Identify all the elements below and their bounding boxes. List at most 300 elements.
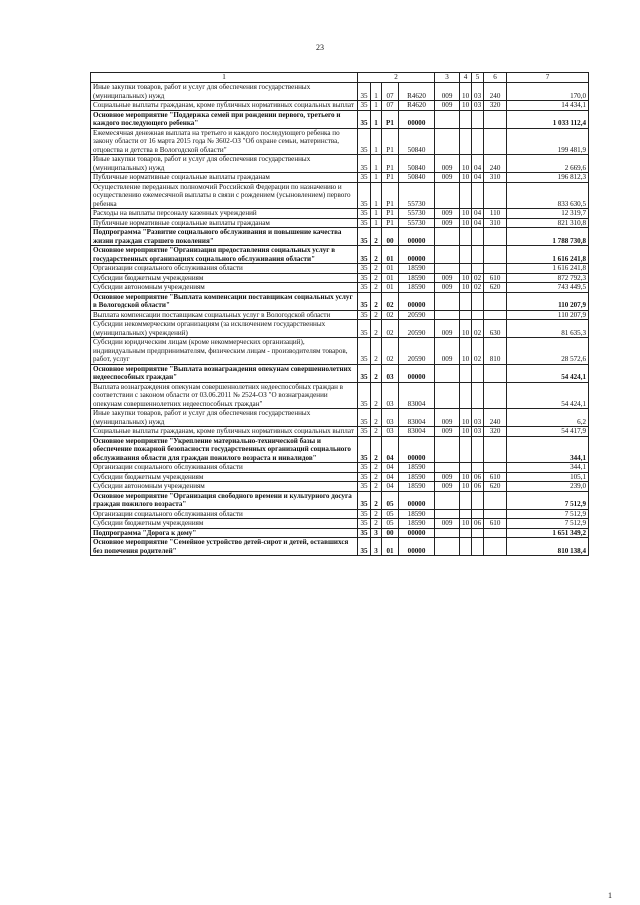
code-direction-cell: 00000: [399, 110, 435, 128]
subsection-cell: 03: [472, 409, 484, 427]
section-cell: 10: [460, 273, 472, 283]
amount-cell: 54 424,1: [507, 364, 589, 382]
amount-cell: 196 812,3: [507, 173, 589, 183]
code-program-cell: 35: [358, 409, 371, 427]
name-cell: Социальные выплаты гражданам, кроме публичных нормативных социальных выплат: [91, 427, 358, 437]
amount-cell: 6,2: [507, 409, 589, 427]
table-row: [91, 320, 589, 338]
code-subprogram-cell: 2: [371, 264, 382, 274]
section-cell: 10: [460, 409, 472, 427]
name-cell: Основное мероприятие "Выплата компенсации поставщикам социальных услуг в Вологодской области": [91, 292, 358, 310]
table-row: [91, 409, 589, 427]
code-direction-cell: 55730: [399, 209, 435, 219]
amount-cell: 1 788 730,8: [507, 228, 589, 246]
section-cell: 10: [460, 283, 472, 293]
department-cell: 009: [435, 427, 460, 437]
amount-cell: 7 512,9: [507, 491, 589, 509]
subsection-cell: 03: [472, 83, 484, 101]
subsection-cell: 02: [472, 273, 484, 283]
code-direction-cell: 55730: [399, 182, 435, 209]
code-direction-cell: 00000: [399, 364, 435, 382]
subsection-cell: [472, 382, 484, 409]
code-program-cell: 35: [358, 273, 371, 283]
code-subprogram-cell: 2: [371, 338, 382, 365]
table-row: [91, 155, 589, 173]
code-direction-cell: 20590: [399, 310, 435, 320]
code-subprogram-cell: 2: [371, 283, 382, 293]
code-event-cell: 05: [382, 509, 399, 519]
expense-type-cell: [484, 310, 507, 320]
code-subprogram-cell: 2: [371, 246, 382, 264]
section-cell: 10: [460, 320, 472, 338]
code-event-cell: P1: [382, 173, 399, 183]
header-cell: 6: [484, 73, 507, 83]
code-program-cell: 35: [358, 228, 371, 246]
subsection-cell: [472, 538, 484, 556]
code-event-cell: 01: [382, 538, 399, 556]
amount-cell: 872 792,3: [507, 273, 589, 283]
code-program-cell: 35: [358, 509, 371, 519]
amount-cell: 821 310,8: [507, 218, 589, 228]
code-direction-cell: 83004: [399, 409, 435, 427]
department-cell: [435, 128, 460, 155]
code-event-cell: 01: [382, 246, 399, 264]
department-cell: 009: [435, 209, 460, 219]
subsection-cell: 06: [472, 482, 484, 492]
code-direction-cell: R4620: [399, 101, 435, 111]
code-direction-cell: 00000: [399, 528, 435, 538]
department-cell: 009: [435, 472, 460, 482]
section-cell: 10: [460, 482, 472, 492]
code-direction-cell: 00000: [399, 246, 435, 264]
code-subprogram-cell: 2: [371, 320, 382, 338]
expense-type-cell: 620: [484, 283, 507, 293]
table-row: [91, 209, 589, 219]
department-cell: [435, 246, 460, 264]
code-event-cell: 03: [382, 382, 399, 409]
name-cell: Субсидии бюджетным учреждениям: [91, 273, 358, 283]
expense-type-cell: [484, 182, 507, 209]
name-cell: Иные закупки товаров, работ и услуг для обеспечения государственных (муниципальных) нужд: [91, 409, 358, 427]
amount-cell: 28 572,6: [507, 338, 589, 365]
code-direction-cell: 20590: [399, 338, 435, 365]
code-program-cell: 35: [358, 482, 371, 492]
code-subprogram-cell: 1: [371, 83, 382, 101]
table-row: [91, 83, 589, 101]
table-row: [91, 472, 589, 482]
amount-cell: 344,1: [507, 463, 589, 473]
subsection-cell: [472, 292, 484, 310]
amount-cell: 105,1: [507, 472, 589, 482]
amount-cell: 170,0: [507, 83, 589, 101]
code-event-cell: 04: [382, 482, 399, 492]
code-direction-cell: 18590: [399, 509, 435, 519]
code-direction-cell: 50840: [399, 128, 435, 155]
section-cell: 10: [460, 83, 472, 101]
code-program-cell: 35: [358, 218, 371, 228]
section-cell: [460, 509, 472, 519]
department-cell: 009: [435, 409, 460, 427]
expense-type-cell: 240: [484, 83, 507, 101]
code-program-cell: 35: [358, 528, 371, 538]
budget-table: [90, 72, 589, 556]
table-row: [91, 436, 589, 463]
code-subprogram-cell: 2: [371, 382, 382, 409]
amount-cell: 110 207,9: [507, 310, 589, 320]
amount-cell: 1 616 241,8: [507, 246, 589, 264]
department-cell: 009: [435, 273, 460, 283]
code-subprogram-cell: 1: [371, 218, 382, 228]
expense-type-cell: 610: [484, 472, 507, 482]
name-cell: Организации социального обслуживания области: [91, 463, 358, 473]
code-direction-cell: 20590: [399, 320, 435, 338]
code-event-cell: P1: [382, 155, 399, 173]
table-row: [91, 283, 589, 293]
code-direction-cell: 55730: [399, 218, 435, 228]
department-cell: 009: [435, 101, 460, 111]
code-event-cell: 03: [382, 409, 399, 427]
name-cell: Расходы на выплаты персоналу казенных учреждений: [91, 209, 358, 219]
code-direction-cell: 00000: [399, 538, 435, 556]
code-event-cell: 05: [382, 491, 399, 509]
page-number: 23: [316, 43, 324, 52]
header-cell: 4: [460, 73, 472, 83]
expense-type-cell: 610: [484, 273, 507, 283]
header-cell: 7: [507, 73, 589, 83]
expense-type-cell: [484, 264, 507, 274]
table-row: [91, 264, 589, 274]
department-cell: 009: [435, 338, 460, 365]
header-cell: 5: [472, 73, 484, 83]
code-program-cell: 35: [358, 173, 371, 183]
name-cell: Организации социального обслуживания области: [91, 509, 358, 519]
code-event-cell: 02: [382, 320, 399, 338]
department-cell: [435, 436, 460, 463]
code-direction-cell: 18590: [399, 519, 435, 529]
code-program-cell: 35: [358, 128, 371, 155]
section-cell: [460, 364, 472, 382]
table-row: [91, 173, 589, 183]
code-program-cell: 35: [358, 264, 371, 274]
name-cell: Ежемесячная денежная выплата на третьего и каждого последующего ребенка по закону области от 16 марта 2015 года № 3602-ОЗ "Об охране семьи, материнства, отцовства и детства в Вологодской области": [91, 128, 358, 155]
amount-cell: 2 669,6: [507, 155, 589, 173]
subsection-cell: 06: [472, 472, 484, 482]
name-cell: Подпрограмма "Развитие социального обслуживания и повышение качества жизни граждан старшего поколения": [91, 228, 358, 246]
subsection-cell: 02: [472, 283, 484, 293]
section-cell: 10: [460, 427, 472, 437]
expense-type-cell: 810: [484, 338, 507, 365]
code-event-cell: 00: [382, 228, 399, 246]
section-cell: 10: [460, 472, 472, 482]
code-event-cell: P1: [382, 209, 399, 219]
subsection-cell: [472, 364, 484, 382]
table-row: [91, 292, 589, 310]
code-event-cell: 02: [382, 292, 399, 310]
code-direction-cell: 83004: [399, 382, 435, 409]
section-cell: [460, 182, 472, 209]
subsection-cell: 02: [472, 338, 484, 365]
code-subprogram-cell: 1: [371, 182, 382, 209]
amount-cell: 199 481,9: [507, 128, 589, 155]
table-row: [91, 427, 589, 437]
code-subprogram-cell: 2: [371, 519, 382, 529]
amount-cell: 344,1: [507, 436, 589, 463]
code-event-cell: 07: [382, 101, 399, 111]
code-program-cell: 35: [358, 320, 371, 338]
name-cell: Социальные выплаты гражданам, кроме публичных нормативных социальных выплат: [91, 101, 358, 111]
code-event-cell: 03: [382, 364, 399, 382]
code-program-cell: 35: [358, 436, 371, 463]
code-subprogram-cell: 1: [371, 110, 382, 128]
expense-type-cell: [484, 228, 507, 246]
name-cell: Основное мероприятие "Организация свободного времени и культурного досуга граждан пожилого возраста": [91, 491, 358, 509]
code-program-cell: 35: [358, 292, 371, 310]
department-cell: [435, 491, 460, 509]
code-subprogram-cell: 2: [371, 436, 382, 463]
code-event-cell: 02: [382, 338, 399, 365]
table-row: [91, 273, 589, 283]
department-cell: [435, 463, 460, 473]
code-program-cell: 35: [358, 491, 371, 509]
expense-type-cell: 310: [484, 218, 507, 228]
code-program-cell: 35: [358, 101, 371, 111]
code-program-cell: 35: [358, 427, 371, 437]
amount-cell: 1 651 349,2: [507, 528, 589, 538]
code-direction-cell: 00000: [399, 491, 435, 509]
name-cell: Подпрограмма "Дорога к дому": [91, 528, 358, 538]
amount-cell: 239,0: [507, 482, 589, 492]
code-subprogram-cell: 2: [371, 509, 382, 519]
code-subprogram-cell: 2: [371, 364, 382, 382]
section-cell: 10: [460, 173, 472, 183]
table-row: [91, 538, 589, 556]
code-subprogram-cell: 3: [371, 538, 382, 556]
department-cell: [435, 292, 460, 310]
amount-cell: 1 033 112,4: [507, 110, 589, 128]
header-cell: 3: [435, 73, 460, 83]
name-cell: Иные закупки товаров, работ и услуг для обеспечения государственных (муниципальных) нужд: [91, 155, 358, 173]
section-cell: [460, 382, 472, 409]
name-cell: Субсидии бюджетным учреждениям: [91, 472, 358, 482]
code-direction-cell: 50840: [399, 155, 435, 173]
code-event-cell: 04: [382, 463, 399, 473]
expense-type-cell: 310: [484, 173, 507, 183]
expense-type-cell: [484, 292, 507, 310]
subsection-cell: 03: [472, 101, 484, 111]
table-row: [91, 246, 589, 264]
expense-type-cell: [484, 491, 507, 509]
name-cell: Выплата компенсации поставщикам социальных услуг в Вологодской области: [91, 310, 358, 320]
code-event-cell: 01: [382, 283, 399, 293]
header-cell: 1: [91, 73, 358, 83]
code-program-cell: 35: [358, 283, 371, 293]
section-cell: [460, 491, 472, 509]
subsection-cell: [472, 128, 484, 155]
code-direction-cell: 18590: [399, 264, 435, 274]
subsection-cell: [472, 491, 484, 509]
code-event-cell: 03: [382, 427, 399, 437]
subsection-cell: 04: [472, 155, 484, 173]
name-cell: Осуществление переданных полномочий Российской Федерации по назначению и осуществлению ежемесячной выплаты в связи с рождением (усыновлением) первого ребенка: [91, 182, 358, 209]
amount-cell: 833 630,5: [507, 182, 589, 209]
expense-type-cell: 630: [484, 320, 507, 338]
code-program-cell: 35: [358, 83, 371, 101]
code-event-cell: 01: [382, 264, 399, 274]
code-subprogram-cell: 2: [371, 310, 382, 320]
name-cell: Субсидии юридическим лицам (кроме некоммерческих организаций), индивидуальным предпринимателям, физическим лицам - производителям товаров, работ, услуг: [91, 338, 358, 365]
code-subprogram-cell: 2: [371, 463, 382, 473]
code-program-cell: 35: [358, 519, 371, 529]
table-row: [91, 382, 589, 409]
department-cell: [435, 528, 460, 538]
amount-cell: 810 138,4: [507, 538, 589, 556]
code-direction-cell: 18590: [399, 482, 435, 492]
subsection-cell: [472, 509, 484, 519]
subsection-cell: 06: [472, 519, 484, 529]
subsection-cell: [472, 310, 484, 320]
expense-type-cell: 240: [484, 409, 507, 427]
expense-type-cell: [484, 246, 507, 264]
table-row: [91, 218, 589, 228]
table-row: [91, 101, 589, 111]
section-cell: [460, 128, 472, 155]
code-event-cell: 01: [382, 273, 399, 283]
code-subprogram-cell: 2: [371, 472, 382, 482]
expense-type-cell: [484, 528, 507, 538]
name-cell: Субсидии автономным учреждениям: [91, 283, 358, 293]
amount-cell: 110 207,9: [507, 292, 589, 310]
code-program-cell: 35: [358, 310, 371, 320]
name-cell: Основное мероприятие "Поддержка семей при рождении первого, третьего и каждого последующего ребенка": [91, 110, 358, 128]
code-program-cell: 35: [358, 472, 371, 482]
code-program-cell: 35: [358, 246, 371, 264]
code-program-cell: 35: [358, 538, 371, 556]
code-direction-cell: 00000: [399, 436, 435, 463]
table-row: [91, 482, 589, 492]
code-program-cell: 35: [358, 463, 371, 473]
table-row: [91, 519, 589, 529]
code-event-cell: P1: [382, 128, 399, 155]
department-cell: [435, 538, 460, 556]
amount-cell: 7 512,9: [507, 519, 589, 529]
name-cell: Основное мероприятие "Укрепление материально-технической базы и обеспечение пожарной безопасности государственных организаций социального обслуживания области для граждан пожилого возраста и инвалидов": [91, 436, 358, 463]
expense-type-cell: [484, 509, 507, 519]
table-row: [91, 182, 589, 209]
code-subprogram-cell: 1: [371, 101, 382, 111]
department-cell: [435, 382, 460, 409]
section-cell: 10: [460, 218, 472, 228]
amount-cell: 54 417,9: [507, 427, 589, 437]
code-event-cell: 04: [382, 472, 399, 482]
code-program-cell: 35: [358, 364, 371, 382]
subsection-cell: [472, 110, 484, 128]
code-subprogram-cell: 2: [371, 491, 382, 509]
code-event-cell: 05: [382, 519, 399, 529]
code-subprogram-cell: 2: [371, 292, 382, 310]
amount-cell: 7 512,9: [507, 509, 589, 519]
code-subprogram-cell: 2: [371, 427, 382, 437]
section-cell: [460, 292, 472, 310]
subsection-cell: 04: [472, 209, 484, 219]
section-cell: [460, 310, 472, 320]
code-event-cell: 00: [382, 528, 399, 538]
code-event-cell: 04: [382, 436, 399, 463]
subsection-cell: [472, 528, 484, 538]
department-cell: [435, 509, 460, 519]
subsection-cell: 04: [472, 173, 484, 183]
code-event-cell: 02: [382, 310, 399, 320]
expense-type-cell: [484, 364, 507, 382]
department-cell: [435, 182, 460, 209]
code-program-cell: 35: [358, 382, 371, 409]
expense-type-cell: [484, 382, 507, 409]
code-program-cell: 35: [358, 209, 371, 219]
code-event-cell: 07: [382, 83, 399, 101]
code-event-cell: P1: [382, 218, 399, 228]
department-cell: 009: [435, 83, 460, 101]
expense-type-cell: 320: [484, 101, 507, 111]
code-direction-cell: R4620: [399, 83, 435, 101]
name-cell: Выплата вознаграждения опекунам совершеннолетних недееспособных граждан в соответствии с законом области от 03.06.2011 № 2524-ОЗ "О вознаграждении опекунам совершеннолетних недееспособных граждан": [91, 382, 358, 409]
code-direction-cell: 18590: [399, 283, 435, 293]
amount-cell: 14 434,1: [507, 101, 589, 111]
section-cell: [460, 463, 472, 473]
expense-type-cell: 320: [484, 427, 507, 437]
section-cell: 10: [460, 101, 472, 111]
amount-cell: 54 424,1: [507, 382, 589, 409]
header-cell: 2: [358, 73, 435, 83]
department-cell: 009: [435, 283, 460, 293]
code-direction-cell: 18590: [399, 273, 435, 283]
department-cell: 009: [435, 482, 460, 492]
table-row: [91, 228, 589, 246]
code-program-cell: 35: [358, 182, 371, 209]
section-cell: [460, 538, 472, 556]
subsection-cell: [472, 264, 484, 274]
department-cell: 009: [435, 173, 460, 183]
name-cell: Организации социального обслуживания области: [91, 264, 358, 274]
code-program-cell: 35: [358, 338, 371, 365]
expense-type-cell: [484, 110, 507, 128]
code-program-cell: 35: [358, 110, 371, 128]
name-cell: Субсидии некоммерческим организациям (за исключением государственных (муниципальных) учреждений): [91, 320, 358, 338]
department-cell: [435, 110, 460, 128]
code-program-cell: 35: [358, 155, 371, 173]
table-row: [91, 310, 589, 320]
department-cell: 009: [435, 155, 460, 173]
department-cell: [435, 310, 460, 320]
section-cell: [460, 436, 472, 463]
code-subprogram-cell: 2: [371, 482, 382, 492]
table-row: [91, 491, 589, 509]
table-row: [91, 463, 589, 473]
subsection-cell: 04: [472, 218, 484, 228]
amount-cell: 81 635,3: [507, 320, 589, 338]
amount-cell: 12 319,7: [507, 209, 589, 219]
expense-type-cell: 240: [484, 155, 507, 173]
subsection-cell: [472, 463, 484, 473]
section-cell: 10: [460, 209, 472, 219]
name-cell: Субсидии бюджетным учреждениям: [91, 519, 358, 529]
footer-mark: 1: [608, 891, 612, 900]
code-subprogram-cell: 3: [371, 528, 382, 538]
expense-type-cell: [484, 128, 507, 155]
expense-type-cell: [484, 538, 507, 556]
subsection-cell: [472, 182, 484, 209]
department-cell: 009: [435, 320, 460, 338]
amount-cell: 743 449,5: [507, 283, 589, 293]
table-row: [91, 528, 589, 538]
